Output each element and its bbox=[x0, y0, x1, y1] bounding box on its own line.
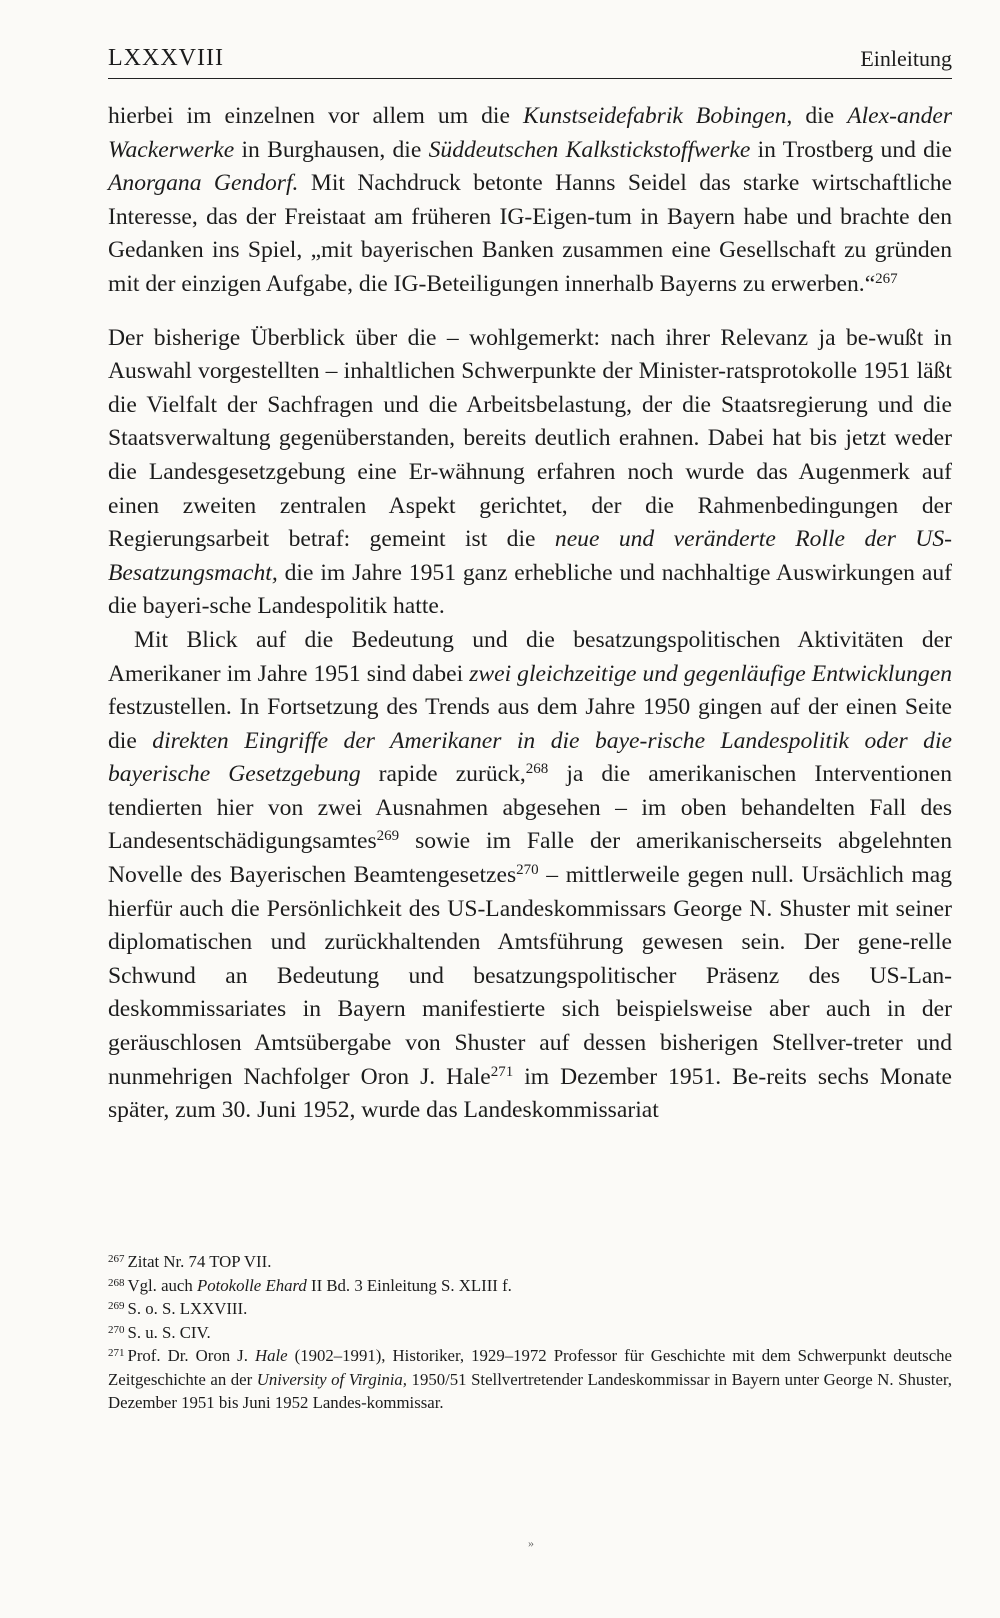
text-run: rapide zurück, bbox=[360, 761, 526, 788]
footnote-271 bbox=[108, 1344, 952, 1415]
footnote-number: 271 bbox=[108, 1347, 125, 1359]
footnote-text: Prof. Dr. Oron J. bbox=[127, 1346, 255, 1365]
footnote-ref: 267 bbox=[875, 270, 898, 287]
italic-run: neue und veränderte Rolle der US-Besatzungsmacht, bbox=[108, 526, 952, 586]
text-run: in Trostberg und die bbox=[750, 136, 952, 163]
text-run: – mittlerweile gegen null. Ursächlich mag hierfür auch die Persönlichkeit des US-Landeskommissars George N. Shuster mit seiner diplomatischen und zurückhaltenden Amtsführung gewesen sein. Der gene-relle Schwund an Bedeutung und besatzungspolitischer Präsenz des US-Lan-deskommissariates in Bayern manifestierte sich beispielsweise aber auch in der geräuschlosen Amtsübergabe von Shuster auf dessen bisherigen Stellver-treter und nunmehrigen Nachfolger Oron J. Hale bbox=[108, 862, 952, 1090]
text-run: Mit Blick auf die Bedeutung und die besatzungspolitischen Aktivitäten der Amerikaner im Jahre 1951 sind dabei bbox=[108, 626, 952, 687]
italic-run: direkten Eingriffe der Amerikaner in die baye-rische Landespolitik oder die bayerische Gesetzgebung bbox=[108, 727, 952, 788]
italic-run: Hale bbox=[254, 1346, 288, 1365]
footnotes bbox=[108, 1250, 952, 1415]
footnote-ref: 269 bbox=[376, 828, 400, 845]
footnote-number: 268 bbox=[108, 1276, 125, 1289]
running-header bbox=[108, 42, 952, 79]
footnote-ref: 268 bbox=[525, 761, 549, 778]
page-mark: » bbox=[528, 1536, 534, 1550]
section-title: Einleitung bbox=[860, 46, 952, 71]
italic-run: zwei gleichzeitige und gegenläufige Entwicklungen bbox=[469, 660, 953, 687]
paragraph-1 bbox=[108, 100, 952, 302]
text-run: Der bisherige Überblick über die – wohlgemerkt: nach ihrer Relevanz ja be-wußt in Auswahl vorgestellten – inhaltlichen Schwerpunkte der Minister-ratsprotokolle 1951 läßt die Vielfalt der Sachfragen und die Arbeitsbelastung, der die Staatsregierung und die Staatsverwaltung gegenüberstanden, bereits deutlich erahnen. Dabei hat bis jetzt weder die Landesgesetzgebung eine Er-wähnung erfahren noch wurde das Augenmerk auf einen zweiten zentralen Aspekt gerichtet, der die Rahmenbedingungen der Regierungsarbeit betraf: gemeint ist die bbox=[108, 324, 952, 553]
text-run: die im Jahre 1951 ganz erhebliche und nachhaltige Auswirkungen auf die bayeri-sche Landespolitik hatte. bbox=[108, 559, 952, 620]
italic-run: Alex-ander Wackerwerke bbox=[108, 103, 953, 163]
footnote-text: Zitat Nr. 74 TOP VII. bbox=[127, 1252, 272, 1271]
text-run: ja die amerikanischen Interventionen tendierten hier von zwei Ausnahmen abgesehen – im oben behandelten Fall des Landesentschädigungsamtes bbox=[108, 761, 952, 855]
text-run: festzustellen. In Fortsetzung des Trends aus dem Jahre 1950 gingen auf der einen Seite die bbox=[108, 694, 952, 754]
footnote-text: 1950/51 Stellvertretender Landeskommissar in Bayern unter George N. Shuster, Dezember 1951 bis Juni 1952 Landes-kommissar. bbox=[108, 1369, 952, 1412]
footnote-number: 267 bbox=[108, 1253, 125, 1265]
page-number: LXXXVIII bbox=[108, 45, 224, 71]
text-run: Mit Nachdruck betonte Hanns Seidel das starke wirtschaftliche Interesse, das der Freistaat am früheren IG-Eigen-tum in Bayern habe und brachte den Gedanken ins Spiel, „mit bayerischen Banken zusammen eine Gesellschaft zu gründen mit der einzigen Aufgabe, die IG-Beteiligungen innerhalb Bayerns zu erwerben.“ bbox=[108, 170, 952, 297]
footnote-number: 269 bbox=[108, 1300, 125, 1312]
text-run: im Dezember 1951. Be-reits sechs Monate später, zum 30. Juni 1952, wurde das Landeskommissariat bbox=[108, 1063, 952, 1124]
text-run: die bbox=[792, 103, 848, 129]
italic-run: Potokolle Ehard bbox=[196, 1275, 307, 1295]
main-text bbox=[108, 100, 952, 1128]
paragraph-3 bbox=[108, 624, 952, 1128]
italic-run: Kunstseidefabrik Bobingen, bbox=[522, 103, 793, 129]
text-run: hierbei im einzelnen vor allem um die bbox=[108, 103, 523, 129]
italic-run: University of Virginia, bbox=[256, 1369, 408, 1389]
footnote-ref: 271 bbox=[490, 1063, 514, 1080]
footnote-268 bbox=[108, 1274, 952, 1298]
italic-run: Anorgana Gendorf. bbox=[108, 170, 299, 197]
text-run: in Burghausen, die bbox=[234, 136, 429, 163]
footnote-number: 270 bbox=[108, 1323, 125, 1336]
footnote-text: (1902–1991), Historiker, 1929–1972 Professor für Geschichte mit dem Schwerpunkt deutsche Zeitgeschichte an der bbox=[108, 1346, 952, 1389]
footnote-text: S. u. S. CIV. bbox=[127, 1322, 211, 1342]
footnote-269 bbox=[108, 1297, 952, 1321]
paragraph-2 bbox=[108, 322, 952, 624]
footnote-270 bbox=[108, 1321, 952, 1345]
footnote-text: Vgl. auch bbox=[127, 1275, 197, 1295]
footnote-ref: 270 bbox=[516, 862, 539, 879]
footnote-text: II Bd. 3 Einleitung S. XLIII f. bbox=[306, 1275, 512, 1295]
italic-run: Süddeutschen Kalkstickstoffwerke bbox=[428, 136, 751, 163]
footnote-text: S. o. S. LXXVIII. bbox=[127, 1299, 248, 1318]
footnote-267 bbox=[108, 1250, 952, 1274]
text-run: sowie im Falle der amerikanischerseits abgelehnten Novelle des Bayerischen Beamtengesetzes bbox=[108, 828, 952, 889]
